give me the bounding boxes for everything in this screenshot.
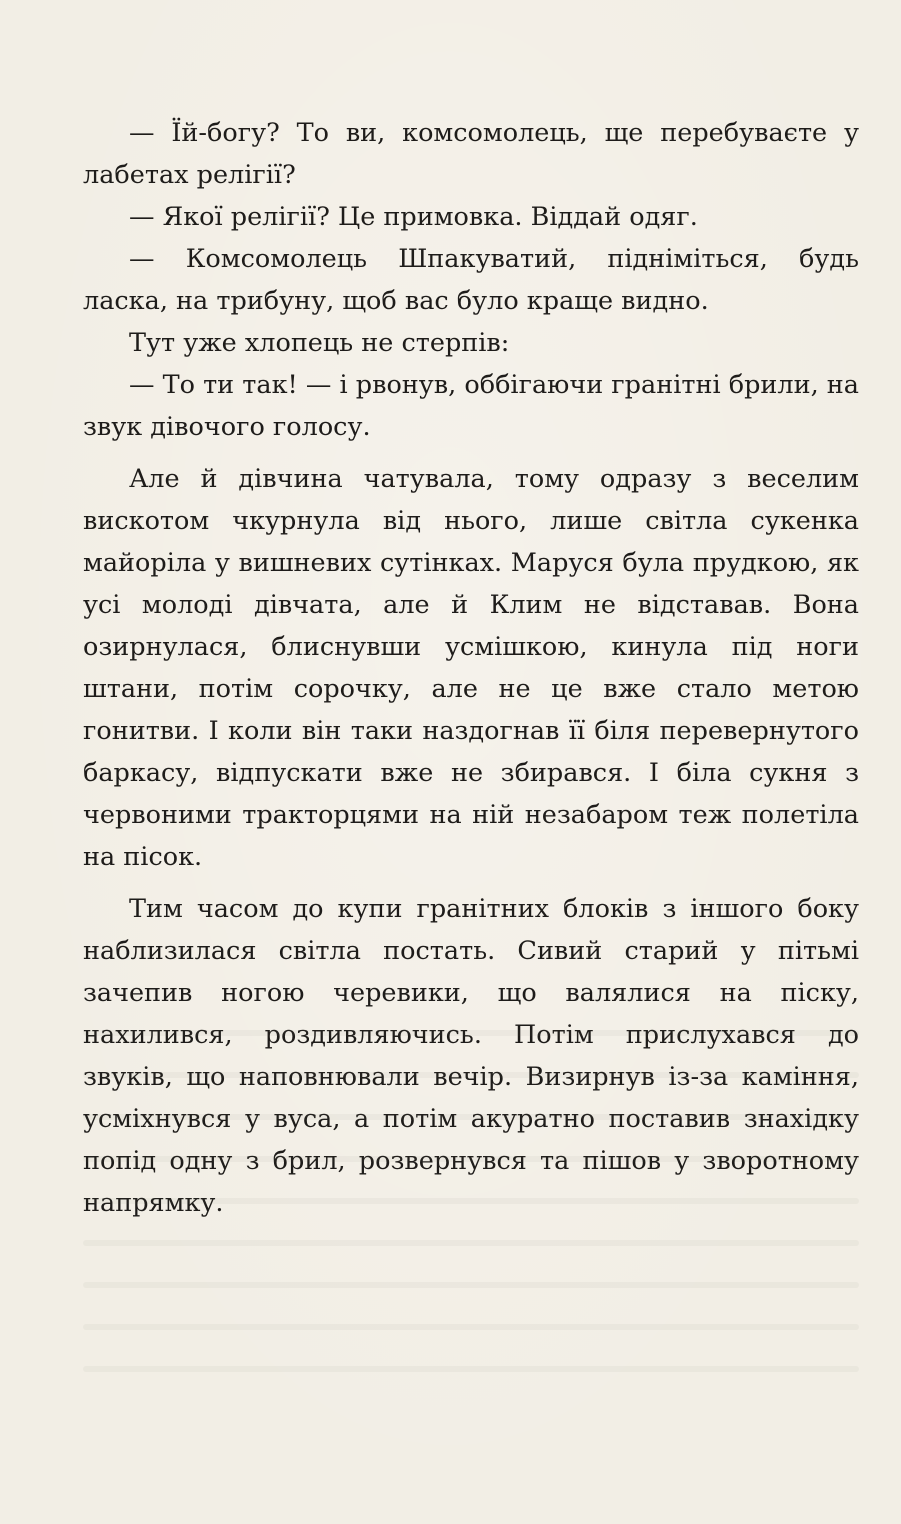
show-through-line (83, 1240, 859, 1246)
show-through-line (83, 1072, 859, 1078)
paragraph-1: — Їй-богу? То ви, комсомолець, ще перебуваєте у лабетах релігії? (83, 118, 859, 190)
paragraph-2: — Якої релігії? Це примовка. Віддай одяг. (129, 202, 698, 232)
paragraph-6: Але й дівчина чатувала, тому одразу з веселим вискотом чкурнула від нього, лише світла сукенка майоріла у вишневих сутінках. Маруся була прудкою, як усі молоді дівчата, але й Клим не відставав. Вона озирнулася, блиснувши усмішкою, кинула під ноги штани, потім сорочку, але не це вже стало метою гонитви. І коли він таки наздогнав її біля перевернутого баркасу, відпускати вже не збирався. І біла сукня з червоними тракторцями на ній незабаром теж полетіла на пісок. (83, 464, 859, 872)
paragraph-7: Тим часом до купи гранітних блоків з іншого боку наблизилася світла постать. Сивий старий у пітьмі зачепив ногою черевики, що валялися на піску, нахилився, роздивляючись. Потім прислухався до звуків, що наповнювали вечір. Визирнув із-за каміння, усміхнувся у вуса, а потім акуратно поставив знахідку попід одну з брил, розвернувся та пішов у зворотному напрямку. (83, 894, 859, 1218)
paragraph-5: — То ти так! — і рвонув, оббігаючи гранітні брили, на звук дівочого голосу. (83, 370, 859, 442)
show-through-line (83, 1030, 859, 1036)
show-through-line (83, 1282, 859, 1288)
paragraph-3: — Комсомолець Шпакуватий, підніміться, будь ласка, на трибуну, щоб вас було краще видно. (83, 244, 859, 316)
page-text (83, 112, 859, 1224)
paragraph-4: Тут уже хлопець не стерпів: (129, 328, 510, 358)
show-through-line (83, 1198, 859, 1204)
show-through-line (83, 1156, 859, 1162)
show-through-line (83, 1324, 859, 1330)
show-through-line (83, 1114, 859, 1120)
show-through-line (83, 1366, 859, 1372)
